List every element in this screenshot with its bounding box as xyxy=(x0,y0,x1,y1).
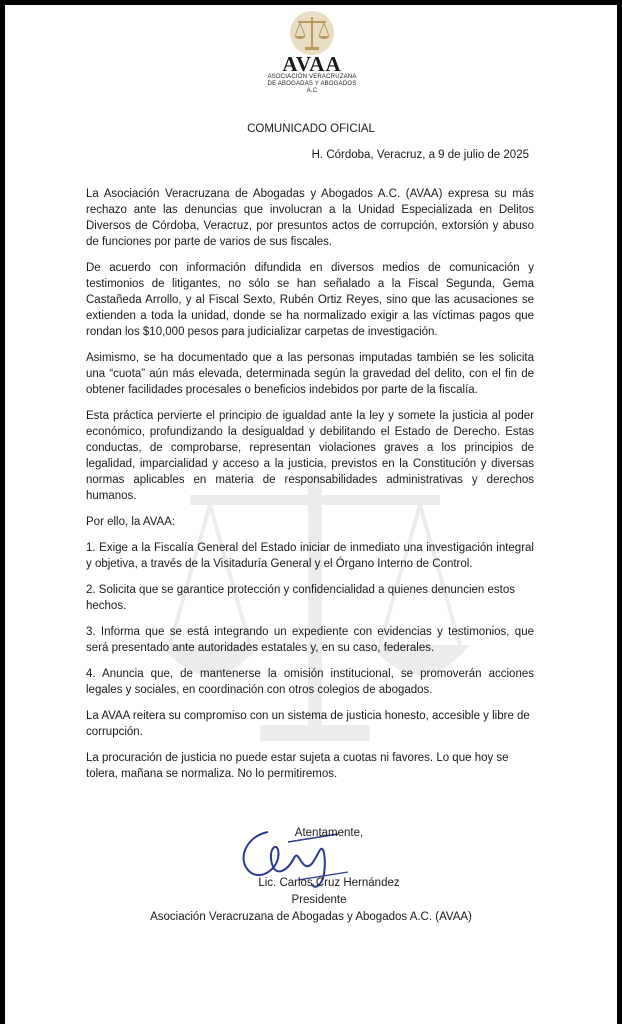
paragraph: Por ello, la AVAA: xyxy=(86,516,176,528)
logo-wordmark: AVAA xyxy=(282,52,342,76)
signer-role: Presidente xyxy=(291,894,347,906)
frame-top-border xyxy=(0,0,622,5)
paragraph: De acuerdo con información difundida en diversos medios de comunicación y testimonios de litigantes, no sólo se han señalado a la Fiscal Segunda, Gema Castañeda Arrollo, y al Fiscal Sexto, Rubén Ortiz Reyes, sino que las acusaciones se extienden a toda la unidad, donde se ha normalizado exigir a las víctimas pagos que rondan los $10,000 pesos para judicializar carpetas de investigación. xyxy=(86,262,534,338)
document-body xyxy=(86,186,534,792)
scales-logo-icon xyxy=(288,10,336,56)
paragraph: La AVAA reitera su compromiso con un sistema de justicia honesto, accesible y libre de corrupción. xyxy=(86,710,530,738)
paragraph: Asimismo, se ha documentado que a las personas imputadas también se les solicita una “cuota” aún más elevada, determinada según la gravedad del delito, con el fin de obtener facilidades procesales o beneficios indebidos por parte de la fiscalía. xyxy=(86,352,534,396)
paragraph: La procuración de justicia no puede estar sujeta a cuotas ni favores. Lo que hoy se tolera, mañana se normaliza. No lo permitiremos. xyxy=(86,752,509,780)
document-title: COMUNICADO OFICIAL xyxy=(247,123,375,135)
document-date: H. Córdoba, Veracruz, a 9 de julio de 2025 xyxy=(311,149,529,161)
paragraph: La Asociación Veracruzana de Abogadas y Abogados A.C. (AVAA) expresa su más rechazo ante las denuncias que involucran a la Unidad Especializada en Delitos Diversos de Córdoba, Veracruz, por presuntos actos de corrupción, extorsión y abuso de funciones por parte de varios de sus fiscales. xyxy=(86,188,534,248)
avaa-logo xyxy=(262,10,362,102)
salutation: Atentamente, xyxy=(294,827,364,839)
list-item: 1. Exige a la Fiscalía General del Estado iniciar de inmediato una investigación integral y objetiva, a través de la Visitaduría General y el Órgano Interno de Control. xyxy=(86,542,534,570)
logo-subtitle-2: DE ABOGADAS Y ABOGADOS A.C xyxy=(267,81,357,94)
signer-organization: Asociación Veracruzana de Abogadas y Abogados A.C. (AVAA) xyxy=(150,911,472,923)
paragraph: Esta práctica pervierte el principio de igualdad ante la ley y somete la justicia al poder económico, profundizando la desigualdad y debilitando el Estado de Derecho. Estas conductas, de comprobarse, representan violaciones graves a los principios de legalidad, imparcialidad y acceso a la justicia, previstos en la Constitución y diversas normas aplicables en materia de responsabilidades administrativas y derechos humanos. xyxy=(86,410,534,502)
closing-block xyxy=(0,825,622,926)
logo-subtitle-1: ASOCIACIÓN VERACRUZANA xyxy=(267,74,357,80)
list-item: 3. Informa que se está integrando un expediente con evidencias y testimonios, que será presentado ante autoridades estatales y, en su caso, federales. xyxy=(86,626,534,654)
list-item: 2. Solicita que se garantice protección y confidencialidad a quienes denuncien estos hechos. xyxy=(86,584,515,612)
list-item: 4. Anuncia que, de mantenerse la omisión institucional, se promoverán acciones legales y sociales, en coordinación con otros colegios de abogados. xyxy=(86,668,534,696)
signer-name: Lic. Carlos Cruz Hernández xyxy=(258,877,400,889)
